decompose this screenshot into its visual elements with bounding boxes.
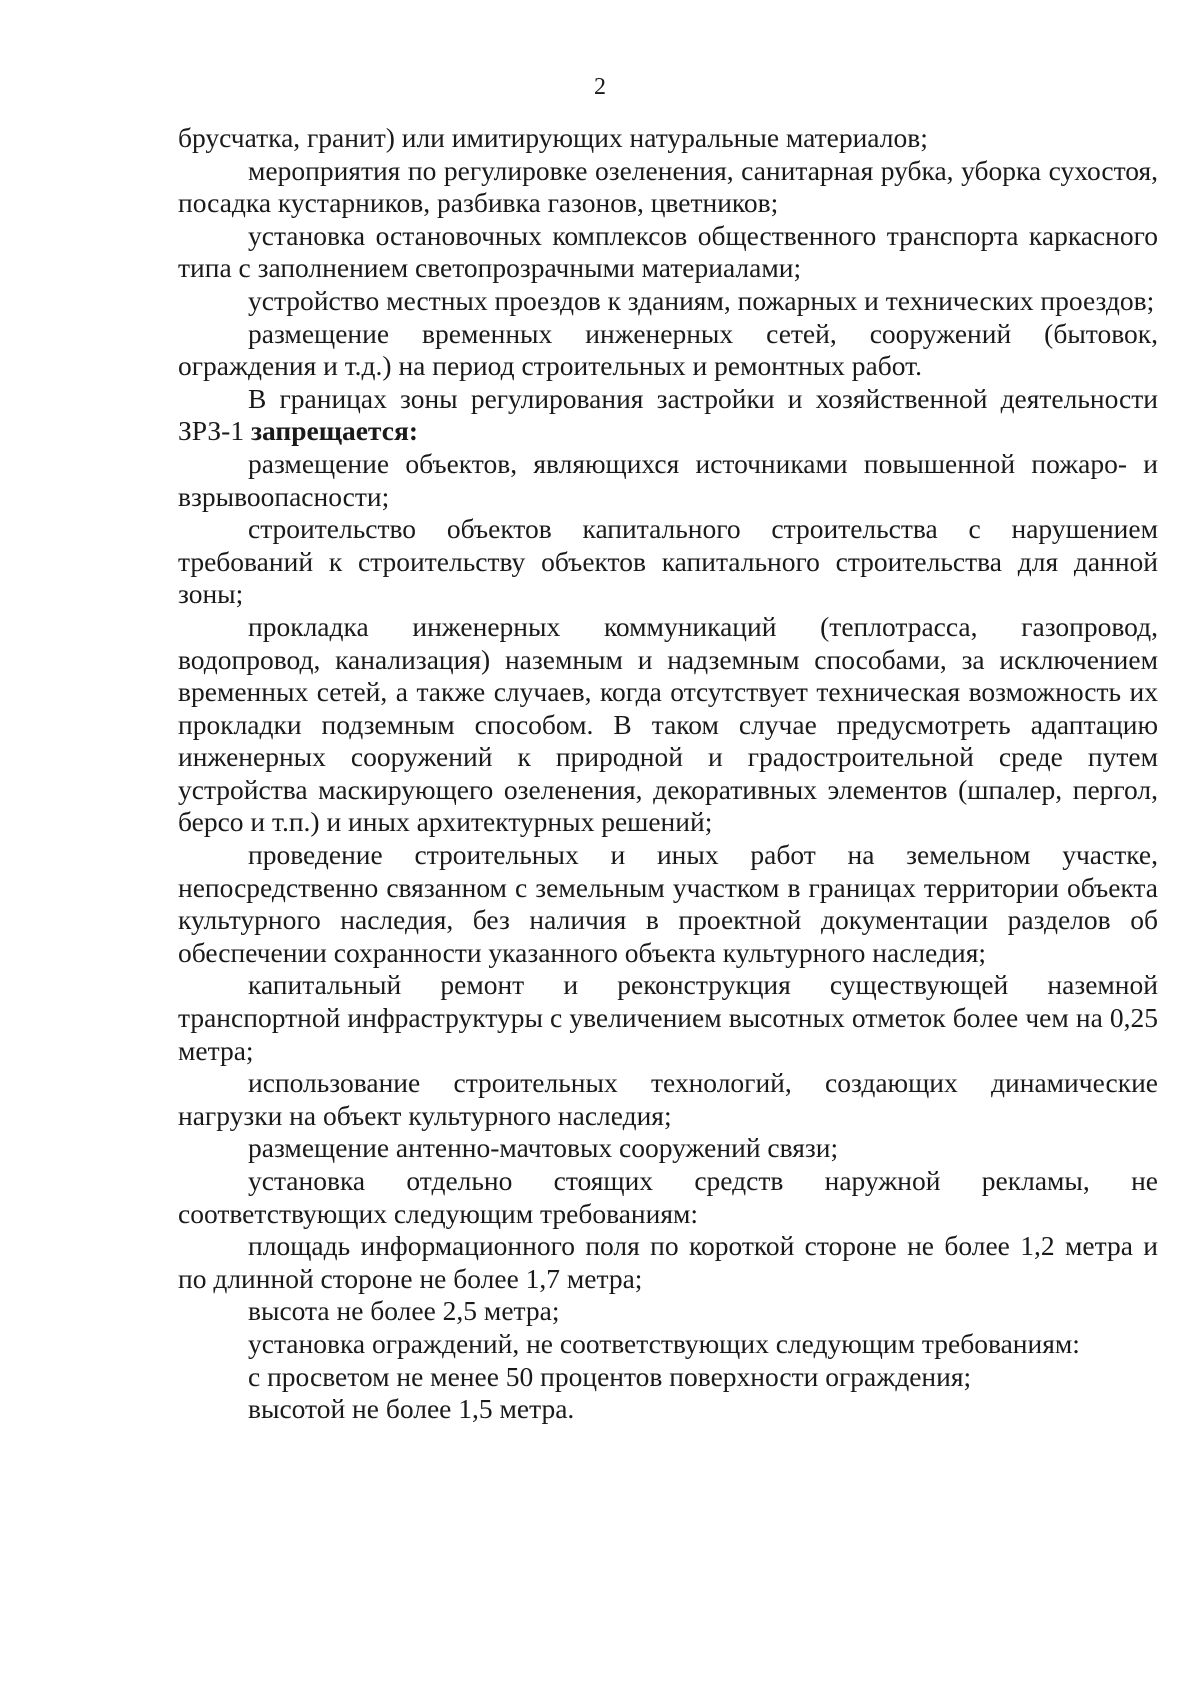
paragraph-zrz1-text: В границах зоны регулирования застройки и хозяйственной деятельности ЗРЗ-1 xyxy=(178,382,1158,447)
paragraph-local-driveways: устройство местных проездов к зданиям, пожарных и технических проездов; xyxy=(248,284,1155,316)
paragraph-utility-lines: прокладка инженерных коммуникаций (теплотрасса, газопровод, водопровод, канализация) наземным и надземным способами, за исключением временных сетей, а также случаев, когда отсутствует техническая возможность их прокладки подземным способом. В таком случае предусмотреть адаптацию инженерных сооружений к природной и градостроительной среде путем устройства маскирующего озеленения, декоративных элементов (шпалер, пергол, берсо и т.п.) и иных архитектурных решений; xyxy=(178,610,1158,838)
page-number: 2 xyxy=(594,74,606,100)
paragraph-antenna-masts: размещение антенно-мачтовых сооружений связи; xyxy=(248,1132,839,1164)
paragraph-outdoor-advertising: установка отдельно стоящих средств наружной рекламы, не соответствующих следующим требованиям: xyxy=(178,1165,1158,1229)
paragraph-fence-transparency: с просветом не менее 50 процентов поверхности ограждения; xyxy=(248,1360,972,1392)
paragraph-greenery-regulation: мероприятия по регулировке озеленения, санитарная рубка, уборка сухостоя, посадка кустарников, разбивка газонов, цветников; xyxy=(178,154,1158,219)
paragraph-construction-works: проведение строительных и иных работ на земельном участке, непосредственно связанном с земельным участком в границах территории объекта культурного наследия, без наличия в проектной документации разделов об обеспечении сохранности указанного объекта культурного наследия; xyxy=(178,839,1158,968)
paragraph-information-field-size: площадь информационного поля по короткой стороне не более 1,2 метра и по длинной стороне не более 1,7 метра; xyxy=(178,1230,1158,1294)
paragraph-temporary-networks: размещение временных инженерных сетей, сооружений (бытовок, ограждения и т.д.) на период строительных и ремонтных работ. xyxy=(178,317,1158,382)
paragraph-height-limit: высота не более 2,5 метра; xyxy=(248,1295,560,1327)
paragraph-transit-stops: установка остановочных комплексов общественного транспорта каркасного типа с заполнением светопрозрачными материалами; xyxy=(178,219,1158,284)
prohibited-heading: запрещается: xyxy=(250,415,419,447)
paragraph-transport-infrastructure: капитальный ремонт и реконструкция существующей наземной транспортной инфраструктуры с увеличением высотных отметок более чем на 0,25 метра; xyxy=(178,969,1158,1066)
paragraph-fence-height: высотой не более 1,5 метра. xyxy=(248,1393,575,1425)
paragraph-capital-construction: строительство объектов капитального строительства с нарушением требований к строительству объектов капитального строительства для данной зоны; xyxy=(178,513,1158,610)
document-body xyxy=(178,122,1158,1426)
paragraph-materials-end: брусчатка, гранит) или имитирующих натуральные материалов; xyxy=(178,122,928,153)
paragraph-dynamic-loads: использование строительных технологий, создающих динамические нагрузки на объект культурного наследия; xyxy=(178,1067,1158,1131)
paragraph-fences: установка ограждений, не соответствующих следующим требованиям: xyxy=(248,1327,1080,1359)
paragraph-zrz1-prohibitions-intro xyxy=(178,383,1158,448)
paragraph-fire-explosion-hazard: размещение объектов, являющихся источниками повышенной пожаро- и взрывоопасности; xyxy=(178,447,1158,512)
